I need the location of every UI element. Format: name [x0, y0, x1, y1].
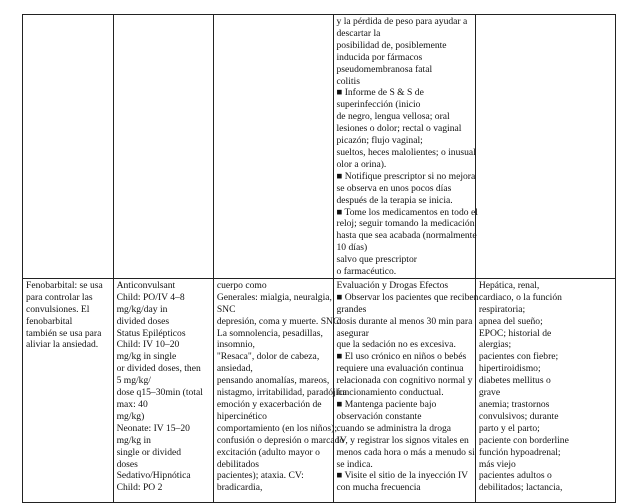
text-line: Child: IV 10–20	[116, 339, 180, 351]
text-line: requiere una evaluación continua	[336, 363, 464, 375]
text-line: mg/kg)	[116, 410, 145, 422]
text-line: pacientes adultos o	[478, 470, 552, 482]
text-line: apnea del sueño;	[478, 315, 543, 327]
text-line: mg/kg/day in	[116, 303, 168, 315]
text-line: hasta que sea acabada (normalmente	[336, 230, 477, 242]
text-line: hipercinético	[216, 410, 267, 422]
text-line: grave	[478, 387, 501, 399]
text-line: sueltos, heces malolientes; o inusual	[336, 146, 476, 158]
text-line: grandes	[336, 303, 367, 315]
text-line: divided doses	[116, 315, 170, 327]
text-line: asegurar	[336, 327, 369, 339]
text-line: single or divided	[116, 446, 182, 458]
text-line: cuando se administra la droga	[336, 422, 452, 434]
text-line: menos cada hora o más a menudo si	[336, 446, 475, 458]
text-line: Status Epilépticos	[116, 327, 186, 339]
nursing-implications-cell	[333, 15, 478, 279]
text-line: Neonate: IV 15–20	[116, 422, 190, 434]
text-line: anemia; trastornos	[478, 399, 550, 410]
text-line: y la pérdida de peso para ayudar a	[336, 16, 468, 27]
text-line: pensando anomalías, mareos,	[216, 375, 330, 387]
text-line: ■ Observar los pacientes que reciben	[336, 291, 479, 303]
text-line: o farmacéutico.	[336, 266, 397, 278]
text-line: bradicardia,	[216, 482, 263, 494]
table-cell-empty	[23, 15, 114, 279]
text-line: reloj; seguir tomando la medicación	[336, 218, 475, 230]
text-line: se observa en unos pocos días	[336, 182, 452, 194]
text-line: depresión, coma y muerte. SNC:	[216, 315, 343, 327]
text-line: inducida por fármacos	[336, 51, 423, 63]
text-line: mg/kg in single	[116, 351, 177, 363]
text-line: Evaluación y Drogas Efectos	[336, 279, 449, 291]
text-line: Fenobarbital: se usa	[26, 279, 103, 291]
text-line: lesiones o dolor; rectal o vaginal	[336, 123, 462, 135]
text-line: ■ Informe de S & S de	[336, 87, 424, 99]
text-line: "Resaca", dolor de cabeza,	[216, 351, 320, 363]
drug-information-table	[22, 14, 616, 503]
precautions-cell	[475, 278, 615, 502]
text-line: de negro, lengua vellosa; oral	[336, 111, 450, 123]
text-line: ■ El uso crónico en niños o bebés	[336, 351, 467, 363]
text-line: posibilidad de, posiblemente	[336, 39, 447, 51]
text-line: parto y el parto;	[478, 422, 540, 434]
cell-lines	[117, 280, 211, 494]
text-line: picazón; flujo vaginal;	[336, 135, 423, 147]
text-line: ■ Tome los medicamentos en todo el	[336, 206, 478, 218]
text-line: ■ Mantenga paciente bajo	[336, 399, 437, 410]
text-line: comportamiento (en los niños);	[216, 422, 337, 434]
text-line: que la sedación no es excesiva.	[336, 339, 456, 351]
text-line: hipertiroidismo;	[478, 363, 541, 375]
text-line: olor a orina).	[336, 158, 387, 170]
text-line: con mucha frecuencia	[336, 482, 421, 494]
text-line: Generales: mialgia, neuralgia,	[216, 291, 332, 303]
text-line: EPOC; historial de	[478, 327, 552, 339]
text-line: confusión o depresión o marcado	[216, 434, 345, 446]
text-line: funcionamiento conductual.	[336, 387, 444, 399]
text-line: más viejo	[478, 458, 516, 470]
text-line: también se usa para	[26, 327, 102, 339]
text-line: se indica.	[336, 458, 373, 470]
text-line: dose q15–30min (total	[116, 387, 203, 399]
dosage-cell	[113, 278, 213, 502]
assessment-cell	[333, 278, 479, 502]
table-cell-empty	[475, 15, 615, 279]
cell-lines	[216, 279, 347, 494]
text-line: pacientes con fiebre;	[478, 351, 559, 363]
text-line: función hypoadrenal;	[478, 446, 561, 458]
text-line: ■ Notifique prescriptor si no mejora	[336, 170, 476, 182]
text-line: cuerpo como	[216, 279, 267, 291]
text-line: mg/kg in	[116, 434, 151, 446]
text-line: fenobarbital	[26, 315, 73, 327]
text-line: cardiaco, o la función	[478, 291, 562, 303]
adverse-effects-cell	[213, 278, 347, 502]
cell-lines	[336, 16, 478, 278]
text-line: salvo que prescriptor	[336, 254, 417, 266]
text-line: insomnio,	[216, 339, 255, 351]
cell-lines	[336, 279, 479, 494]
text-line: superinfección (inicio	[336, 99, 421, 111]
text-line: 10 días)	[336, 242, 368, 254]
text-line: Hepática, renal,	[478, 279, 540, 291]
text-line: or divided doses, then	[116, 363, 201, 375]
text-line: SNC	[216, 303, 236, 315]
text-line: para controlar las	[26, 291, 93, 303]
text-line: nistagmo, irritabilidad, paradójica	[216, 387, 347, 399]
table-cell-empty	[213, 15, 333, 279]
text-line: alergias;	[478, 339, 512, 351]
text-line: pacientes); ataxia. CV:	[216, 470, 304, 482]
cell-lines	[479, 280, 613, 494]
text-line: ansiedad,	[216, 363, 253, 375]
text-line: aliviar la ansiedad.	[26, 339, 99, 351]
text-line: Child: PO 2	[116, 482, 163, 494]
table-cell-empty	[113, 15, 213, 279]
text-line: colitis	[336, 75, 360, 87]
text-line: relacionada con cognitivo normal y	[336, 375, 473, 387]
text-line: emoción y exacerbación de	[216, 399, 322, 410]
text-line: 5 mg/kg/	[116, 375, 151, 387]
text-line: después de la terapia se inicia.	[336, 194, 453, 206]
text-line: ■ Visite el sitio de la inyección IV	[336, 470, 469, 482]
text-line: excitación (adulto mayor o	[216, 446, 320, 458]
text-line: Anticonvulsant	[116, 279, 176, 291]
text-line: debilitados; lactancia,	[478, 482, 563, 494]
text-line: dosis durante al menos 30 min para	[336, 315, 473, 327]
text-line: convulsivos; durante	[478, 410, 559, 422]
text-line: Sedativo/Hipnótica	[116, 470, 191, 482]
text-line: debilitados	[216, 458, 259, 470]
text-line: max: 40	[116, 399, 148, 410]
text-line: diabetes mellitus o	[478, 375, 551, 387]
table-row	[23, 278, 616, 502]
text-line: Child: PO/IV 4–8	[116, 291, 185, 303]
drug-description-cell	[23, 278, 114, 502]
table-row	[23, 15, 616, 279]
text-line: paciente con borderline	[478, 434, 569, 446]
text-line: La somnolencia, pesadillas,	[216, 327, 323, 339]
cell-lines	[26, 280, 111, 351]
text-line: respiratoria;	[478, 303, 526, 315]
text-line: convulsiones. El	[26, 303, 90, 315]
text-line: observación constante	[336, 410, 422, 422]
text-line: doses	[116, 458, 138, 470]
text-line: IV, y registrar los signos vitales en	[336, 434, 469, 446]
text-line: descartar la	[336, 27, 381, 39]
text-line: pseudomembranosa fatal	[336, 63, 433, 75]
